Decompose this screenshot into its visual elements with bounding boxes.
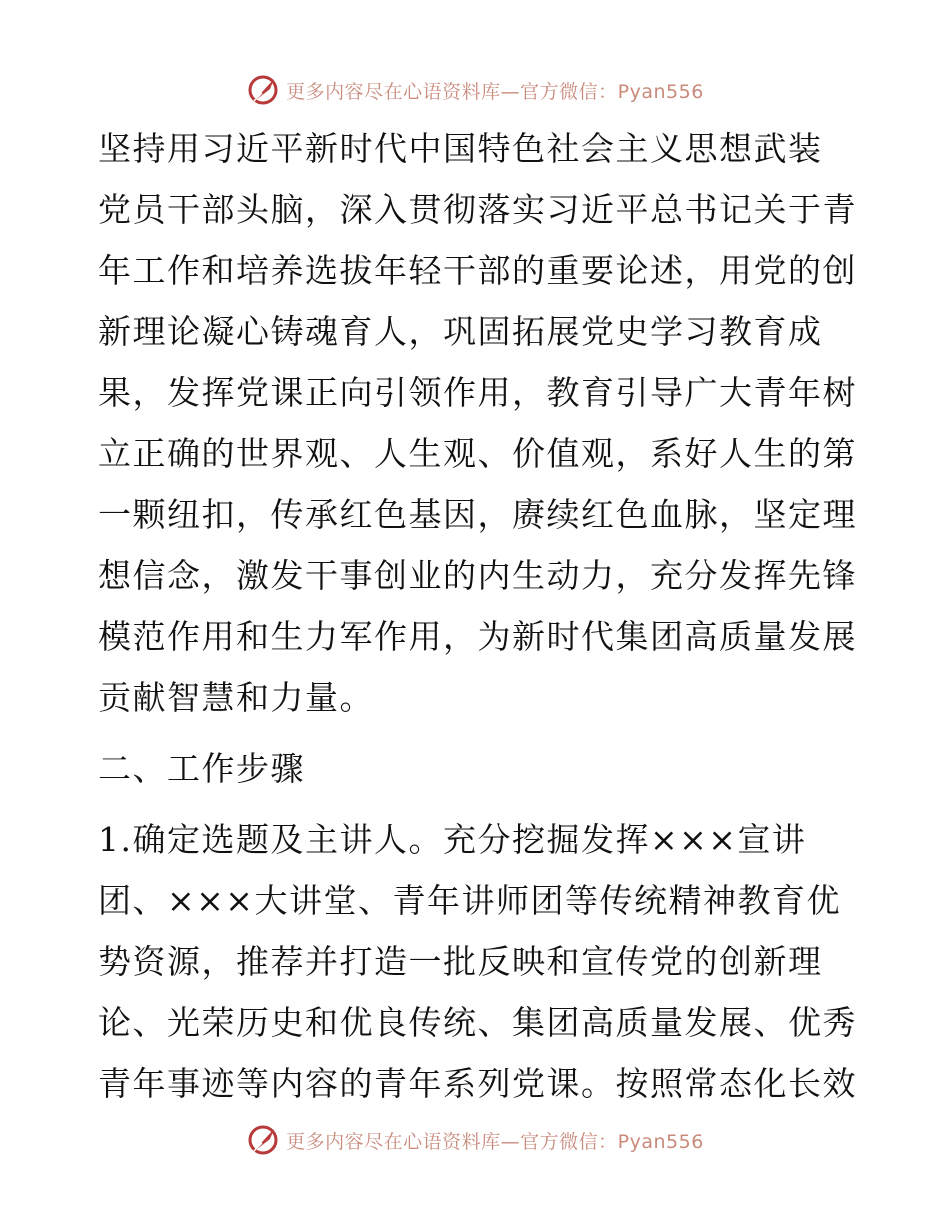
paragraph-1 — [98, 118, 858, 728]
paragraph-line: 坚持用习近平新时代中国特色社会主义思想武装 — [98, 129, 823, 168]
paragraph-line: 青年事迹等内容的青年系列党课。按照常态化长效 — [98, 1064, 857, 1103]
paragraph-2 — [98, 809, 858, 1114]
section-heading: 二、工作步骤 — [98, 749, 305, 788]
paragraph-line: 势资源，推荐并打造一批反映和宣传党的创新理 — [98, 942, 823, 981]
document-body — [98, 118, 858, 1114]
paragraph-line: 一颗纽扣，传承红色基因，赓续红色血脉，坚定理 — [98, 495, 857, 534]
paragraph-line: 想信念，激发干事创业的内生动力，充分发挥先锋 — [98, 556, 857, 595]
header-banner-text: 更多内容尽在心语资料库—官方微信：Pyan556 — [286, 80, 704, 103]
paragraph-line: 贡献智慧和力量。 — [98, 678, 374, 717]
paragraph-line: 果，发挥党课正向引领作用，教育引导广大青年树 — [98, 373, 857, 412]
footer-banner-text: 更多内容尽在心语资料库—官方微信：Pyan556 — [286, 1130, 704, 1153]
quill-pen-logo-icon — [246, 1123, 280, 1157]
paragraph-line: 年工作和培养选拔年轻干部的重要论述，用党的创 — [98, 251, 857, 290]
quill-pen-logo-icon — [246, 73, 280, 107]
paragraph-line: 论、光荣历史和优良传统、集团高质量发展、优秀 — [98, 1003, 857, 1042]
paragraph-line: 模范作用和生力军作用，为新时代集团高质量发展 — [98, 617, 857, 656]
paragraph-line: 新理论凝心铸魂育人，巩固拓展党史学习教育成 — [98, 312, 823, 351]
header-banner — [0, 70, 950, 110]
paragraph-line: 团、×××大讲堂、青年讲师团等传统精神教育优 — [98, 881, 841, 920]
paragraph-line: 1.确定选题及主讲人。充分挖掘发挥×××宣讲 — [98, 820, 807, 859]
paragraph-line: 党员干部头脑，深入贯彻落实习近平总书记关于青 — [98, 190, 857, 229]
paragraph-line: 立正确的世界观、人生观、价值观，系好人生的第 — [98, 434, 857, 473]
footer-banner — [0, 1120, 950, 1160]
